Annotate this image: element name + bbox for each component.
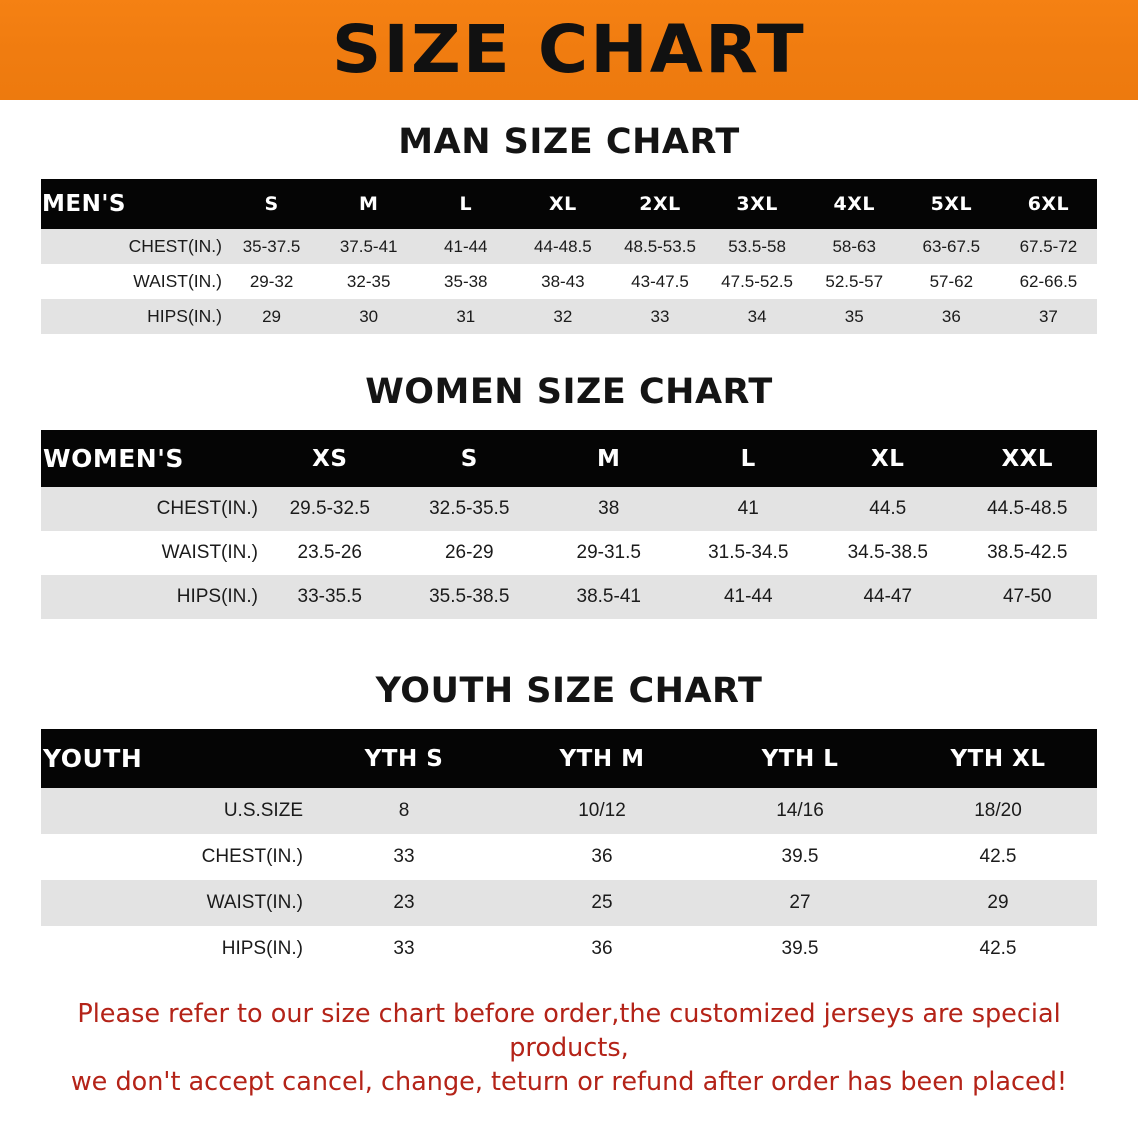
women-hips-4: 44-47 <box>818 575 958 619</box>
man-hips-5: 34 <box>709 299 806 334</box>
table-row <box>41 487 1097 531</box>
footer-note-line-2: we don't accept cancel, change, teturn or refund after order has been placed! <box>70 1066 1068 1097</box>
man-hips-4: 33 <box>611 299 708 334</box>
women-waist-0: 23.5-26 <box>260 531 400 575</box>
man-waist-4: 43-47.5 <box>611 264 708 299</box>
page-title: SIZE CHART <box>332 11 806 88</box>
women-size-table <box>41 430 1097 619</box>
women-chest-4: 44.5 <box>818 487 958 531</box>
table-header-row <box>41 430 1097 487</box>
man-col-5: 3XL <box>709 179 806 229</box>
youth-hips-1: 36 <box>503 926 701 972</box>
table-header-row <box>41 179 1097 229</box>
man-row-label-chest: CHEST(IN.) <box>41 229 223 264</box>
table-row <box>41 926 1097 972</box>
footer-note <box>44 998 1094 1100</box>
youth-waist-1: 25 <box>503 880 701 926</box>
women-table-body <box>41 487 1097 619</box>
man-chest-8: 67.5-72 <box>1000 229 1097 264</box>
women-chest-3: 41 <box>679 487 819 531</box>
man-corner-label: MEN'S <box>41 179 223 229</box>
women-section-heading: WOMEN SIZE CHART <box>365 372 773 412</box>
man-col-1: M <box>320 179 417 229</box>
youth-table-body <box>41 788 1097 972</box>
youth-col-0: YTH S <box>305 729 503 788</box>
women-col-1: S <box>400 430 540 487</box>
man-col-0: S <box>223 179 320 229</box>
man-waist-2: 35-38 <box>417 264 514 299</box>
table-header-row <box>41 729 1097 788</box>
man-table-body <box>41 229 1097 334</box>
women-table-wrapper <box>41 430 1097 619</box>
man-row-label-waist: WAIST(IN.) <box>41 264 223 299</box>
women-col-5: XXL <box>958 430 1098 487</box>
man-hips-8: 37 <box>1000 299 1097 334</box>
youth-col-3: YTH XL <box>899 729 1097 788</box>
women-hips-5: 47-50 <box>958 575 1098 619</box>
women-table-head <box>41 430 1097 487</box>
women-waist-3: 31.5-34.5 <box>679 531 819 575</box>
youth-chest-2: 39.5 <box>701 834 899 880</box>
man-hips-7: 36 <box>903 299 1000 334</box>
youth-row-label-waist: WAIST(IN.) <box>41 880 305 926</box>
man-chest-7: 63-67.5 <box>903 229 1000 264</box>
women-hips-3: 41-44 <box>679 575 819 619</box>
table-row <box>41 834 1097 880</box>
table-row <box>41 264 1097 299</box>
man-chest-1: 37.5-41 <box>320 229 417 264</box>
women-chest-0: 29.5-32.5 <box>260 487 400 531</box>
women-chest-1: 32.5-35.5 <box>400 487 540 531</box>
women-chest-5: 44.5-48.5 <box>958 487 1098 531</box>
youth-hips-0: 33 <box>305 926 503 972</box>
youth-ussize-0: 8 <box>305 788 503 834</box>
youth-chest-3: 42.5 <box>899 834 1097 880</box>
man-waist-8: 62-66.5 <box>1000 264 1097 299</box>
youth-row-label-chest: CHEST(IN.) <box>41 834 305 880</box>
women-row-label-hips: HIPS(IN.) <box>41 575 260 619</box>
youth-col-2: YTH L <box>701 729 899 788</box>
man-waist-0: 29-32 <box>223 264 320 299</box>
page-banner <box>0 0 1138 100</box>
man-chest-5: 53.5-58 <box>709 229 806 264</box>
man-col-3: XL <box>514 179 611 229</box>
man-chest-2: 41-44 <box>417 229 514 264</box>
youth-waist-0: 23 <box>305 880 503 926</box>
man-section-heading: MAN SIZE CHART <box>398 122 740 162</box>
youth-corner-label: YOUTH <box>41 729 305 788</box>
youth-ussize-3: 18/20 <box>899 788 1097 834</box>
man-col-8: 6XL <box>1000 179 1097 229</box>
youth-table-head <box>41 729 1097 788</box>
man-hips-6: 35 <box>806 299 903 334</box>
table-row <box>41 531 1097 575</box>
women-col-2: M <box>539 430 679 487</box>
man-chest-3: 44-48.5 <box>514 229 611 264</box>
man-table-wrapper <box>41 179 1097 334</box>
women-waist-2: 29-31.5 <box>539 531 679 575</box>
youth-ussize-1: 10/12 <box>503 788 701 834</box>
man-hips-2: 31 <box>417 299 514 334</box>
table-row <box>41 299 1097 334</box>
man-col-6: 4XL <box>806 179 903 229</box>
women-hips-2: 38.5-41 <box>539 575 679 619</box>
women-col-3: L <box>679 430 819 487</box>
youth-row-label-hips: HIPS(IN.) <box>41 926 305 972</box>
youth-table-wrapper <box>41 729 1097 972</box>
youth-chest-1: 36 <box>503 834 701 880</box>
youth-size-table <box>41 729 1097 972</box>
women-row-label-waist: WAIST(IN.) <box>41 531 260 575</box>
man-hips-3: 32 <box>514 299 611 334</box>
youth-hips-2: 39.5 <box>701 926 899 972</box>
women-waist-4: 34.5-38.5 <box>818 531 958 575</box>
table-row <box>41 575 1097 619</box>
youth-col-1: YTH M <box>503 729 701 788</box>
man-chest-0: 35-37.5 <box>223 229 320 264</box>
man-waist-3: 38-43 <box>514 264 611 299</box>
man-waist-7: 57-62 <box>903 264 1000 299</box>
women-row-label-chest: CHEST(IN.) <box>41 487 260 531</box>
youth-waist-3: 29 <box>899 880 1097 926</box>
women-corner-label: WOMEN'S <box>41 430 260 487</box>
women-chest-2: 38 <box>539 487 679 531</box>
man-table-head <box>41 179 1097 229</box>
man-waist-5: 47.5-52.5 <box>709 264 806 299</box>
youth-section-heading: YOUTH SIZE CHART <box>375 671 763 711</box>
table-row <box>41 229 1097 264</box>
man-waist-1: 32-35 <box>320 264 417 299</box>
youth-chest-0: 33 <box>305 834 503 880</box>
man-chest-6: 58-63 <box>806 229 903 264</box>
table-row <box>41 788 1097 834</box>
man-col-7: 5XL <box>903 179 1000 229</box>
man-row-label-hips: HIPS(IN.) <box>41 299 223 334</box>
women-hips-0: 33-35.5 <box>260 575 400 619</box>
man-hips-0: 29 <box>223 299 320 334</box>
man-waist-6: 52.5-57 <box>806 264 903 299</box>
youth-waist-2: 27 <box>701 880 899 926</box>
man-hips-1: 30 <box>320 299 417 334</box>
youth-hips-3: 42.5 <box>899 926 1097 972</box>
youth-ussize-2: 14/16 <box>701 788 899 834</box>
women-hips-1: 35.5-38.5 <box>400 575 540 619</box>
women-waist-1: 26-29 <box>400 531 540 575</box>
table-row <box>41 880 1097 926</box>
women-col-4: XL <box>818 430 958 487</box>
youth-row-label-ussize: U.S.SIZE <box>41 788 305 834</box>
women-waist-5: 38.5-42.5 <box>958 531 1098 575</box>
man-chest-4: 48.5-53.5 <box>611 229 708 264</box>
footer-note-line-1: Please refer to our size chart before order,the customized jerseys are special products, <box>77 999 1061 1063</box>
man-col-2: L <box>417 179 514 229</box>
man-size-table <box>41 179 1097 334</box>
man-col-4: 2XL <box>611 179 708 229</box>
women-col-0: XS <box>260 430 400 487</box>
